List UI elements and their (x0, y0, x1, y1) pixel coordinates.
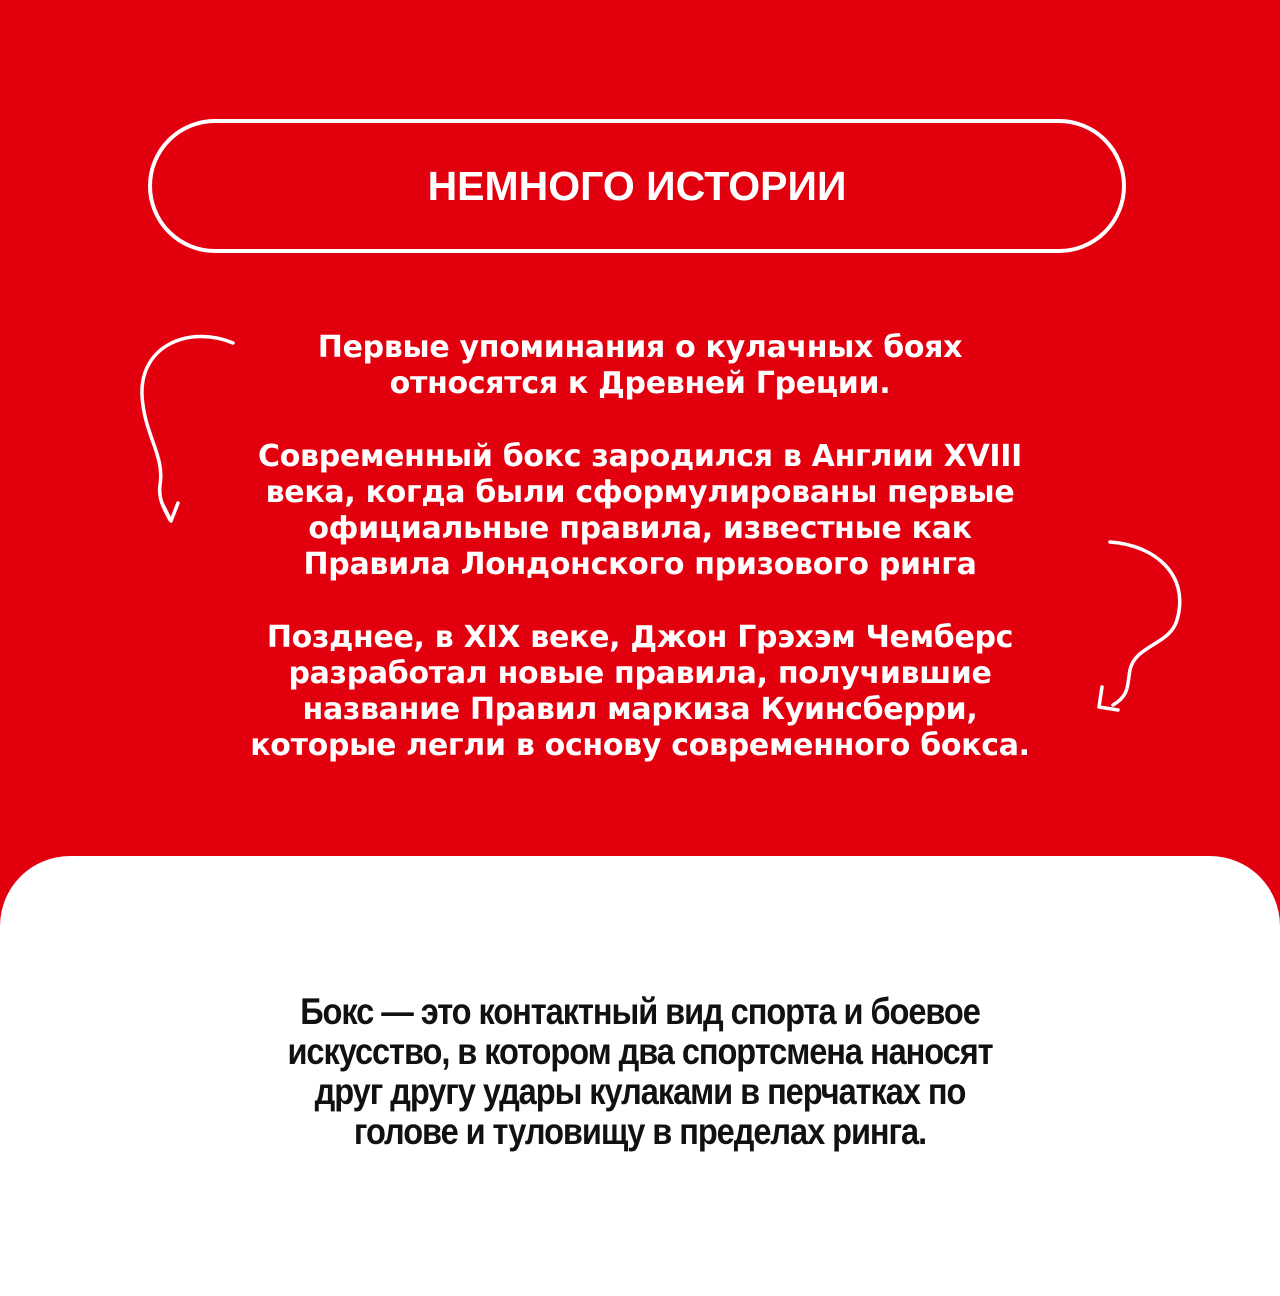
text-line: друг другу удары кулаками в перчатках по (314, 1071, 966, 1112)
text-line: официальные правила, известные как (308, 511, 972, 546)
history-text (170, 330, 1110, 801)
history-paragraph (170, 439, 1110, 583)
text-line: название Правил маркиза Куинсберри, (302, 692, 978, 727)
text-line: Правила Лондонского призового ринга (303, 547, 977, 582)
text-line: которые легли в основу современного бокса. (250, 728, 1030, 763)
text-line: относятся к Древней Греции. (389, 366, 891, 401)
text-line: века, когда были сформулированы первые (265, 475, 1015, 510)
text-line: Позднее, в XIX веке, Джон Грэхэм Чемберс (266, 620, 1014, 655)
section-title-pill (148, 119, 1126, 253)
arrow-right-curve (1110, 542, 1180, 705)
boxing-definition (200, 992, 1080, 1152)
text-line: искусство, в котором два спортсмена наносят (287, 1031, 993, 1072)
text-line: голове и туловищу в пределах ринга. (353, 1111, 927, 1152)
text-line: Бокс — это контактный вид спорта и боевое (300, 991, 980, 1032)
history-paragraph (170, 330, 1110, 402)
text-line: Современный бокс зародился в Англии XVIII (257, 439, 1022, 474)
text-line: разработал новые правила, получившие (288, 656, 992, 691)
history-paragraph (170, 620, 1110, 764)
section-title: НЕМНОГО ИСТОРИИ (427, 162, 847, 209)
text-line: Первые упоминания о кулачных боях (317, 330, 963, 365)
